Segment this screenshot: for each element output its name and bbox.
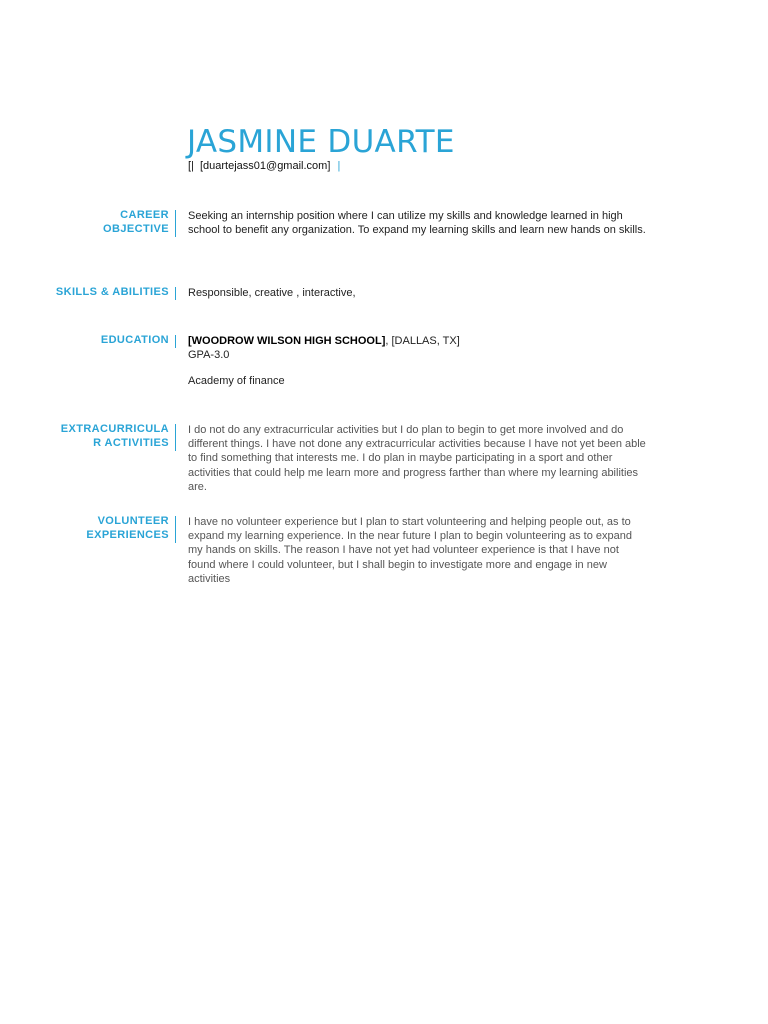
section-divider: [175, 424, 176, 451]
contact-line: [188, 159, 340, 173]
education-school-line: [188, 334, 648, 348]
label-line: EXTRACURRICULA: [60, 423, 169, 435]
section-divider: [175, 287, 176, 300]
career-objective-text: Seeking an internship position where I can utilize my skills and knowledge learned in high school to benefit any organization. To expand my learning skills and learn new hands on skills.: [188, 210, 646, 237]
section-divider: [175, 335, 176, 348]
school-location: , [DALLAS, TX]: [385, 335, 460, 347]
section-label-career: [39, 209, 169, 236]
label-line: OBJECTIVE: [103, 222, 169, 235]
section-divider: [175, 516, 176, 543]
education-program: Academy of finance: [188, 375, 285, 388]
label-line: EXPERIENCES: [86, 528, 169, 541]
section-label-extracurricular: [39, 423, 169, 450]
contact-close-bar: |: [337, 160, 341, 172]
section-label-skills: SKILLS & ABILITIES: [55, 286, 169, 298]
label-line: CAREER: [120, 209, 169, 221]
extracurricular-text: I do not do any extracurricular activities but I do plan to begin to get more involved and do different things. I have not done any extracurricular activities because I have not yet been able to find something that interests me. I do plan in maybe participating in a sport and other activities that could help me learn more and progress farther than where my learning abilities are.: [188, 424, 646, 493]
label-line: R ACTIVITIES: [93, 436, 169, 449]
education-gpa: GPA-3.0: [188, 349, 230, 362]
applicant-name: JASMINE DUARTE: [187, 124, 455, 160]
section-divider: [175, 210, 176, 237]
section-label-volunteer: [39, 515, 169, 542]
label-line: VOLUNTEER: [97, 515, 169, 527]
skills-text: Responsible, creative , interactive,: [188, 287, 356, 299]
contact-open-bracket: [|: [188, 160, 194, 172]
school-name: [WOODROW WILSON HIGH SCHOOL]: [188, 335, 386, 347]
contact-email: [duartejass01@gmail.com]: [199, 160, 331, 172]
education-details: [188, 334, 648, 389]
volunteer-text: I have no volunteer experience but I plan to start volunteering and helping people out, as to expand my learning experience. In the near future I plan to begin volunteering as to expand my hands on skills. The reason I have not yet had volunteer experience is that I have not found where I could volunteer, but I shall begin to investigate more and engage in new activities: [188, 516, 632, 585]
section-label-education: EDUCATION: [100, 334, 169, 346]
